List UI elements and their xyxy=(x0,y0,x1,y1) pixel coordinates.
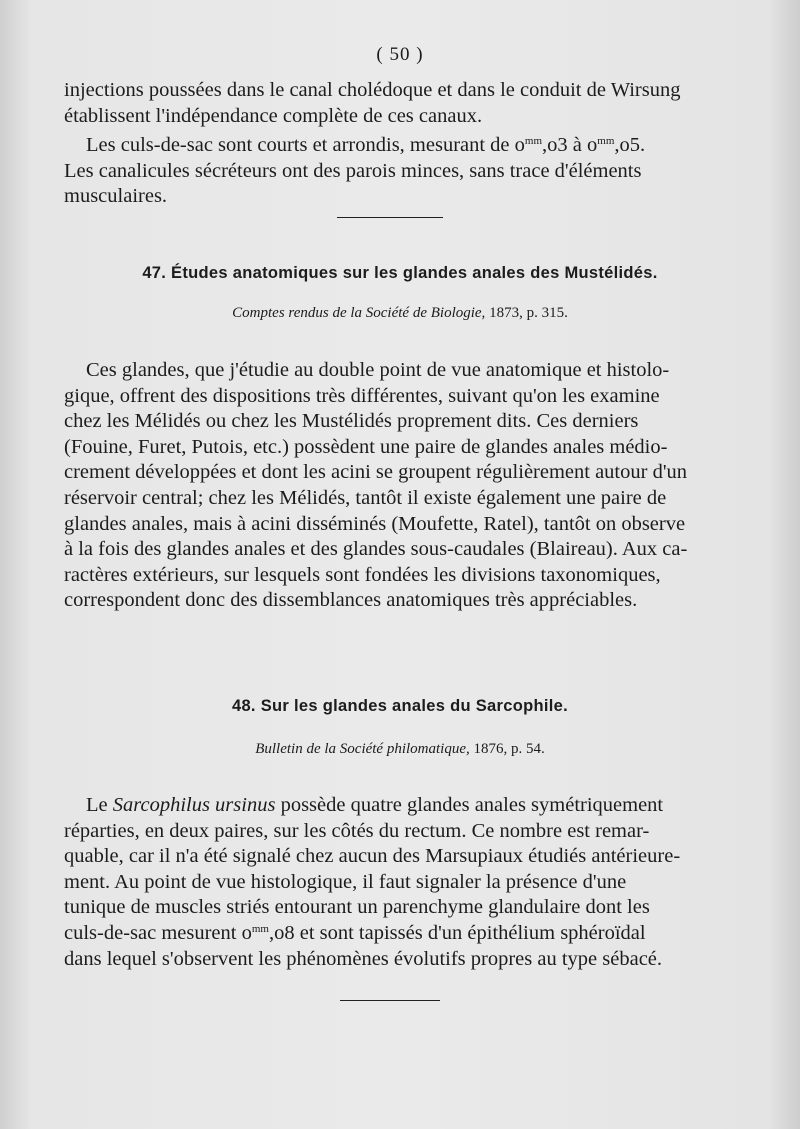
unit-superscript: mm xyxy=(597,135,615,148)
body-line: quable, car il n'a été signalé chez aucun des Marsupiaux étudiés antérieure- xyxy=(64,845,681,868)
citation-ref: 1873, p. 315. xyxy=(489,305,568,321)
text-run: Les culs-de-sac sont courts et arrondis, mesurant de o xyxy=(86,134,525,157)
section-47-body xyxy=(64,358,716,614)
citation-ref: 1876, p. 54. xyxy=(473,741,545,757)
text-run: ,o8 et sont tapissés d'un épithélium sphéroïdal xyxy=(268,921,646,944)
body-line: ment. Au point de vue histologique, il faut signaler la présence d'une xyxy=(64,870,627,893)
section-divider xyxy=(337,217,443,218)
body-line: correspondent donc des dissemblances anatomiques très appréciables. xyxy=(64,589,638,612)
body-line xyxy=(64,793,716,819)
intro-line-1: injections poussées dans le canal cholédoque et dans le conduit de Wirsung xyxy=(64,79,681,101)
citation-source: Comptes rendus de la Société de Biologie, xyxy=(232,305,486,321)
unit-superscript: mm xyxy=(251,922,269,935)
intro-paragraph-2 xyxy=(64,133,716,159)
species-name: Sarcophilus ursinus xyxy=(112,794,276,816)
body-line: glandes anales, mais à acini disséminés (Moufette, Ratel), tantôt on observe xyxy=(64,512,686,535)
text-run: Le xyxy=(86,794,113,816)
body-line: gique, offrent des dispositions très différentes, suivant qu'on les examine xyxy=(64,384,660,407)
section-divider xyxy=(340,1000,440,1001)
text-run: possède quatre glandes anales symétriquement xyxy=(275,794,664,816)
section-47-heading: 47. Études anatomiques sur les glandes anales des Mustélidés. xyxy=(142,264,658,282)
text-run: ,o5. xyxy=(614,134,646,157)
intro-paragraph-2-line-3: musculaires. xyxy=(64,185,168,208)
body-line: réservoir central; chez les Mélidés, tantôt il existe également une paire de xyxy=(64,486,667,509)
section-48-body xyxy=(64,793,716,972)
section-48-citation xyxy=(60,741,740,758)
intro-paragraph-2-line-2: Les canalicules sécréteurs ont des parois minces, sans trace d'éléments xyxy=(64,159,642,182)
body-line: crement développées et dont les acini se groupent régulièrement autour d'un xyxy=(64,461,688,484)
page-number: ( 50 ) xyxy=(376,44,424,65)
citation-source: Bulletin de la Société philomatique, xyxy=(255,741,470,757)
body-line xyxy=(64,921,716,947)
intro-text xyxy=(64,78,716,210)
text-run: culs-de-sac mesurent o xyxy=(64,921,252,944)
intro-line-2: établissent l'indépendance complète de ces canaux. xyxy=(64,104,483,127)
body-line: à la fois des glandes anales et des glandes sous-caudales (Blaireau). Aux ca- xyxy=(64,538,688,561)
body-line: dans lequel s'observent les phénomènes évolutifs propres au type sébacé. xyxy=(64,947,663,970)
body-line: (Fouine, Furet, Putois, etc.) possèdent une paire de glandes anales médio- xyxy=(64,435,668,458)
body-line: Ces glandes, que j'étudie au double point de vue anatomique et histolo- xyxy=(86,359,670,381)
section-47-citation xyxy=(60,305,740,322)
body-line: ractères extérieurs, sur lesquels sont fondées les divisions taxonomiques, xyxy=(64,563,661,586)
section-48-heading: 48. Sur les glandes anales du Sarcophile. xyxy=(231,697,568,715)
body-line: réparties, en deux paires, sur les côtés du rectum. Ce nombre est remar- xyxy=(64,819,650,842)
unit-superscript: mm xyxy=(524,135,543,148)
body-line: tunique de muscles striés entourant un parenchyme glandulaire dont les xyxy=(64,896,650,919)
text-run: ,o3 à o xyxy=(542,134,598,157)
body-line: chez les Mélidés ou chez les Mustélidés proprement dits. Ces derniers xyxy=(64,410,639,433)
